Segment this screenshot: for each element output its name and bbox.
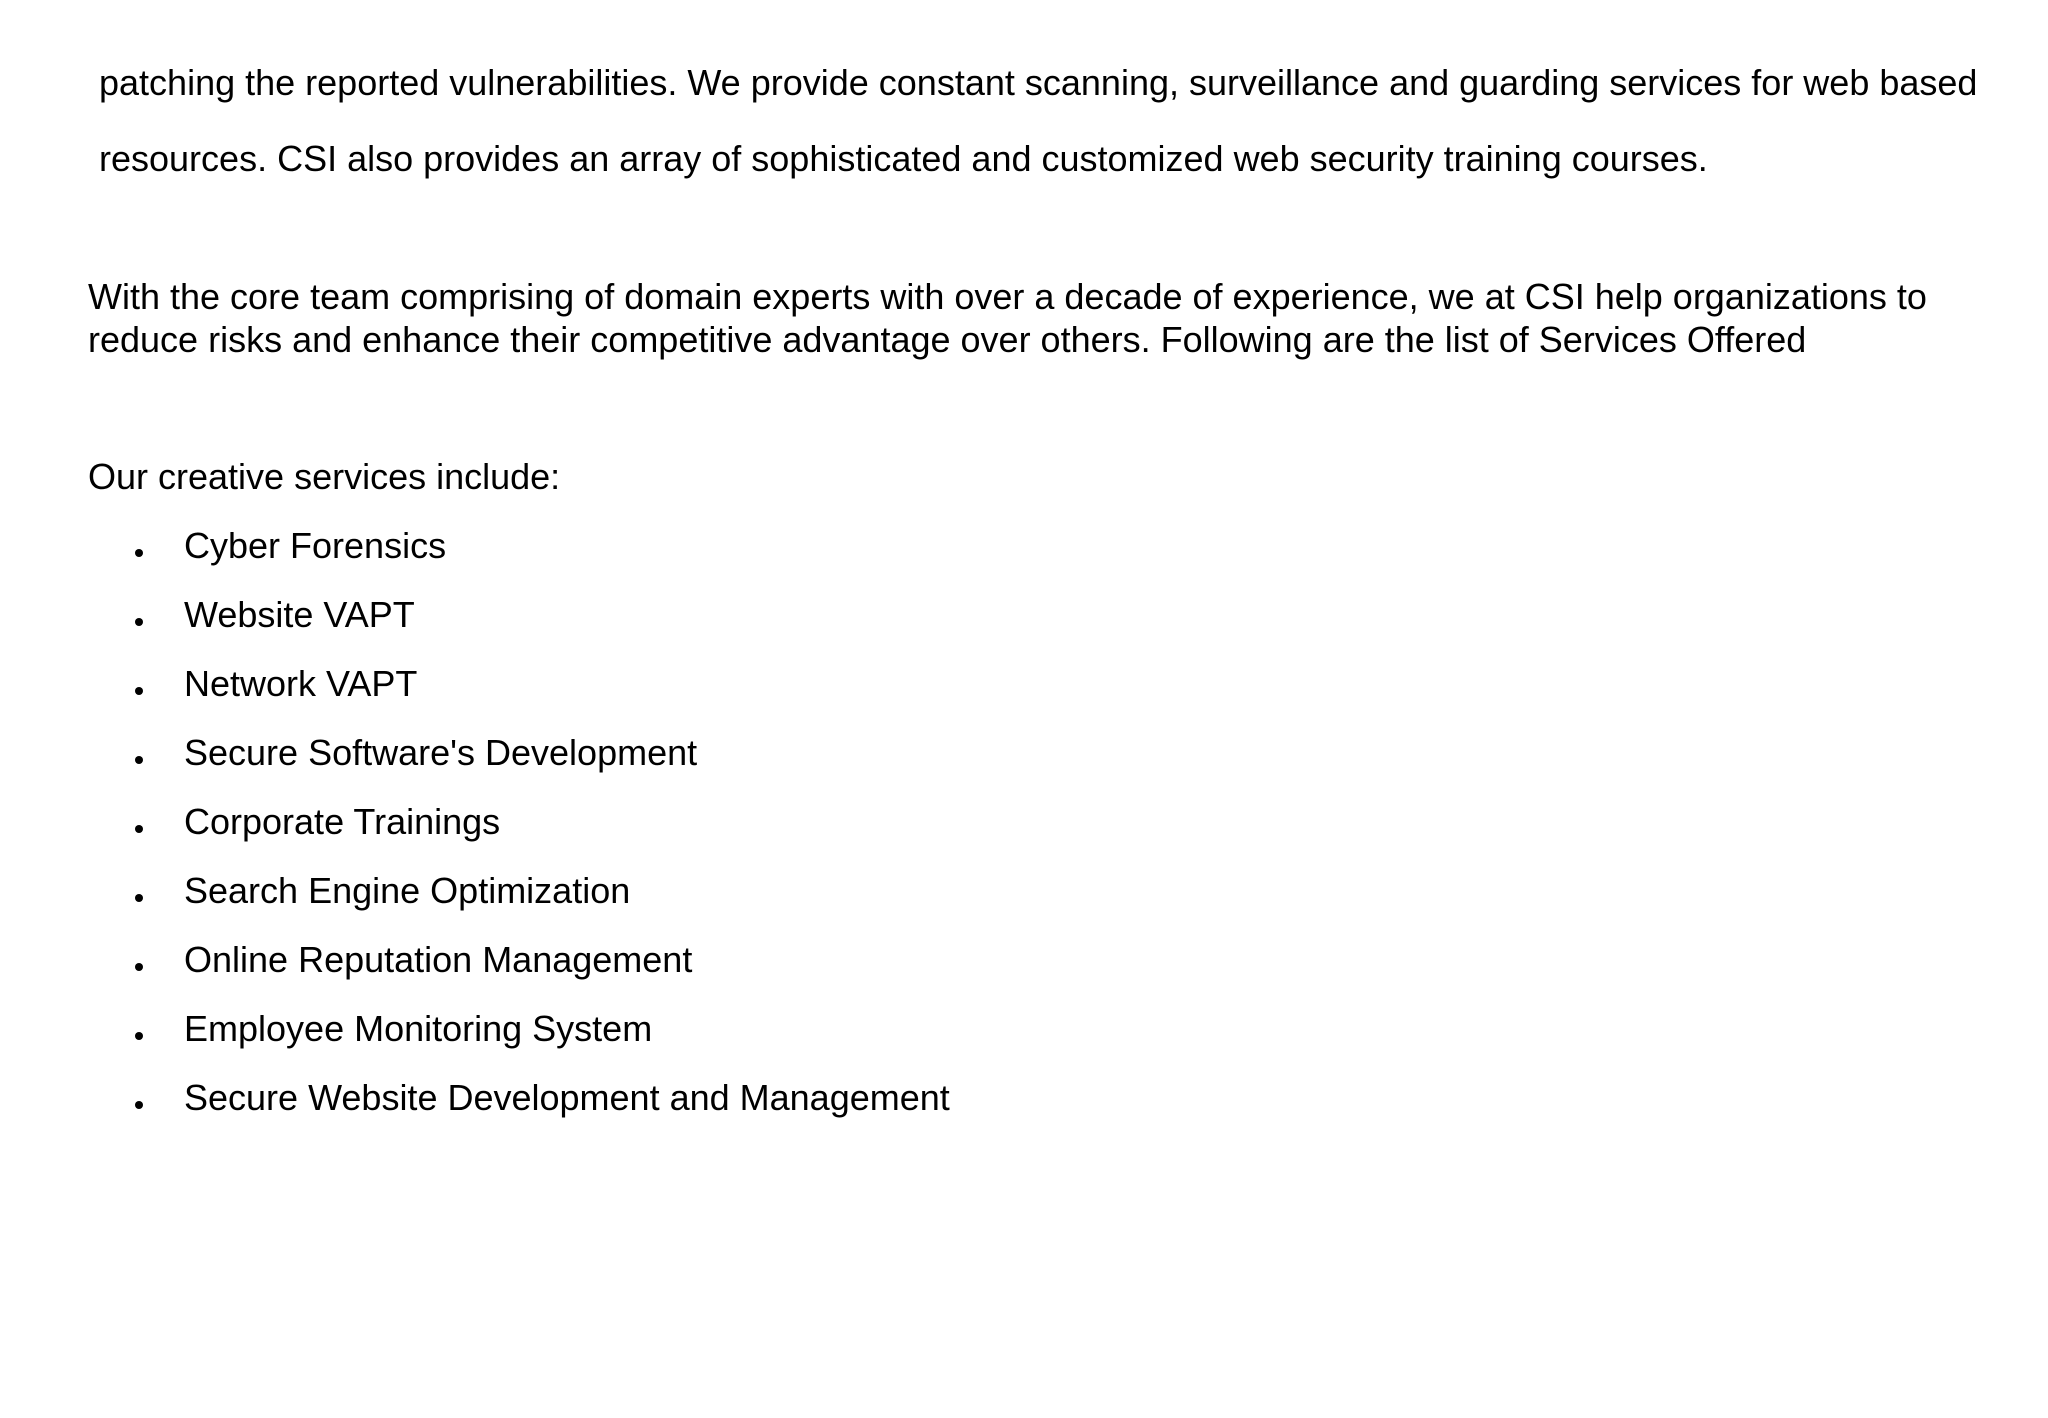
services-heading: Our creative services include: [88,456,561,497]
bullet-icon [135,1032,143,1040]
list-item-label: Cyber Forensics [184,525,447,566]
bullet-icon [135,549,143,557]
list-item-label: Secure Website Development and Management [184,1077,950,1118]
bullet-icon [135,825,143,833]
list-item-label: Online Reputation Management [184,939,693,980]
bullet-icon [135,687,143,695]
intro-paragraph-line-2: resources. CSI also provides an array of sophisticated and customized web security training courses. [99,138,1708,179]
list-item-label: Search Engine Optimization [184,870,631,911]
list-item-label: Network VAPT [184,663,418,704]
bullet-icon [135,618,143,626]
bullet-icon [135,963,143,971]
bullet-icon [135,1101,143,1109]
intro-paragraph-line-1: patching the reported vulnerabilities. We provide constant scanning, surveillance and guarding services for web based [99,62,1978,103]
team-paragraph-line-2: reduce risks and enhance their competitive advantage over others. Following are the list of Services Offered [88,319,1807,360]
list-item-label: Secure Software's Development [184,732,698,773]
bullet-icon [135,894,143,902]
list-item-label: Employee Monitoring System [184,1008,653,1049]
list-item-label: Corporate Trainings [184,801,501,842]
team-paragraph-line-1: With the core team comprising of domain experts with over a decade of experience, we at CSI help organizations to [88,276,1927,317]
list-item-label: Website VAPT [184,594,415,635]
bullet-icon [135,756,143,764]
